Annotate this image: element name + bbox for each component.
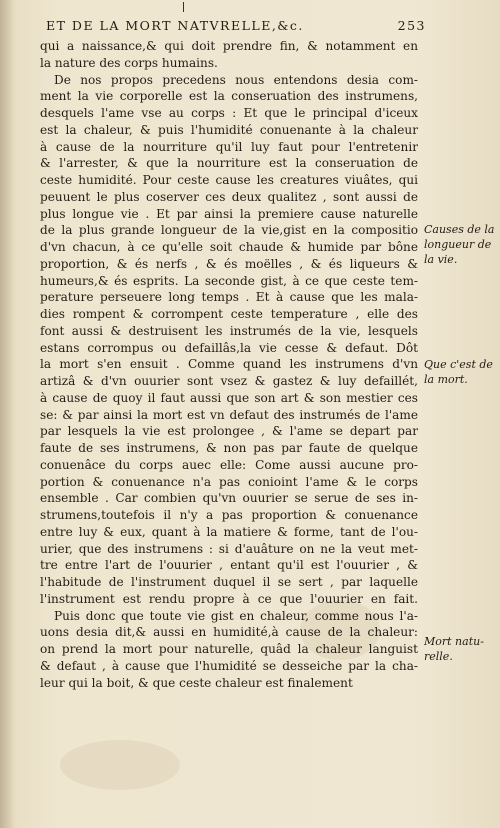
margin-note-line: la vie.	[424, 253, 458, 266]
text-line: ceste humidité. Pour ceste cause les creatures viuâtes, qui	[40, 173, 418, 187]
text-line: desquels l'ame vse au corps : Et que le principal d'iceux	[40, 106, 418, 120]
text-line: leur qui la boit, & que ceste chaleur est finalement	[40, 675, 353, 690]
text-line: plus longue vie . Et par ainsi la premiere cause naturelle	[40, 206, 418, 221]
text-line: estans corrompus ou defaillâs,la vie cesse & defaut. Dôt	[40, 340, 418, 355]
text-line: tre entre l'art de l'ouurier , entant qu'il est l'ouurier , &	[40, 558, 418, 573]
text-line: perature perseuere long temps . Et à cause que les mala-	[40, 290, 418, 305]
margin-note-mort	[424, 357, 498, 387]
text-line: se: & par ainsi la mort est vn defaut des instrumés de l'ame	[40, 407, 418, 422]
text-line: font aussi & destruisent les instrumés de la vie, lesquels	[40, 323, 418, 338]
text-line: humeurs,& és esprits. La seconde gist, à ce que ceste tem-	[40, 273, 418, 288]
text-line: dies rompent & corrompent ceste temperature , elle des	[40, 307, 418, 321]
text-line: uons desia dit,& aussi en humidité,à cause de la chaleur:	[40, 625, 418, 640]
text-line: artizâ & d'vn ouurier sont vsez & gastez & luy defaillét,	[40, 374, 418, 388]
text-line: ensemble . Car combien qu'vn ouurier se serue de ses in-	[40, 491, 418, 506]
margin-note-line: Que c'est de	[424, 358, 493, 371]
text-line: par lesquels la vie est prolongee , & l'ame se depart par	[40, 424, 418, 439]
text-line: & l'arrester, & que la nourriture est la conseruation de	[40, 156, 418, 171]
margin-note-line: la mort.	[424, 373, 468, 386]
text-line: peuuent le plus coserver ces deux qualitez , sont aussi de	[40, 189, 418, 204]
text-line: à cause de la nourriture qu'il luy faut pour l'entretenir	[40, 139, 418, 154]
text-line: est la chaleur, & puis l'humidité conuenante à la chaleur	[40, 122, 418, 137]
margin-note-mort-naturelle	[424, 634, 498, 664]
margin-note-line: Causes de la	[424, 223, 495, 236]
text-line: ment la vie corporelle est la conseruation des instrumens,	[40, 89, 418, 104]
running-title: ET DE LA MORT NATVRELLE,&c.	[46, 18, 304, 33]
spine-shadow	[0, 0, 14, 828]
text-line: urier, que des instrumens : si d'auâture on ne la veut met-	[40, 541, 418, 556]
margin-note-line: longueur de	[424, 238, 492, 251]
text-line: Puis donc que toute vie gist en chaleur, comme nous l'a-	[54, 608, 418, 623]
text-line: qui a naissance,& qui doit prendre fin, & notamment en	[40, 39, 418, 53]
text-line: la nature des corps humains.	[40, 55, 218, 70]
page-number: 253	[397, 18, 426, 33]
text-line: de la plus grande longueur de la vie,gist en la compositio	[40, 223, 418, 238]
margin-note-causes	[424, 222, 498, 267]
text-line: conuenâce du corps auec elle: Come aussi aucune pro-	[40, 457, 418, 472]
text-line: strumens,toutefois il n'y a pas proportion & conuenance	[40, 508, 418, 522]
text-line: entre luy & eux, quant à la matiere & forme, tant de l'ou-	[40, 524, 418, 539]
text-line: l'habitude de l'instrument duquel il se sert , par laquelle	[40, 575, 418, 589]
running-header	[46, 18, 426, 38]
margin-note-line: relle.	[424, 650, 453, 663]
text-line: proportion, & és nerfs , & és moëlles , & és liqueurs &	[40, 256, 418, 271]
text-line: la mort s'en ensuit . Comme quand les instrumens d'vn	[40, 357, 418, 372]
margin-note-line: Mort natu-	[424, 635, 484, 648]
print-mark	[183, 2, 184, 12]
text-line: à cause de quoy il faut aussi que son art & son mestier ces	[40, 390, 418, 405]
text-line: & defaut , à cause que l'humidité se desseiche par la cha-	[40, 658, 418, 673]
text-line: d'vn chacun, à ce qu'elle soit chaude & humide par bône	[40, 240, 418, 254]
paper-stain	[60, 740, 180, 790]
text-line: faute de ses instrumens, & non pas par faute de quelque	[40, 441, 418, 455]
text-line: portion & conuenance n'a pas conioint l'ame & le corps	[40, 474, 418, 489]
body-text	[40, 38, 418, 691]
text-line: De nos propos precedens nous entendons desia com-	[54, 72, 418, 87]
text-line: l'instrument est rendu propre à ce que l'ouurier en fait.	[40, 591, 418, 606]
text-line: on prend la mort pour naturelle, quâd la chaleur languist	[40, 642, 418, 656]
